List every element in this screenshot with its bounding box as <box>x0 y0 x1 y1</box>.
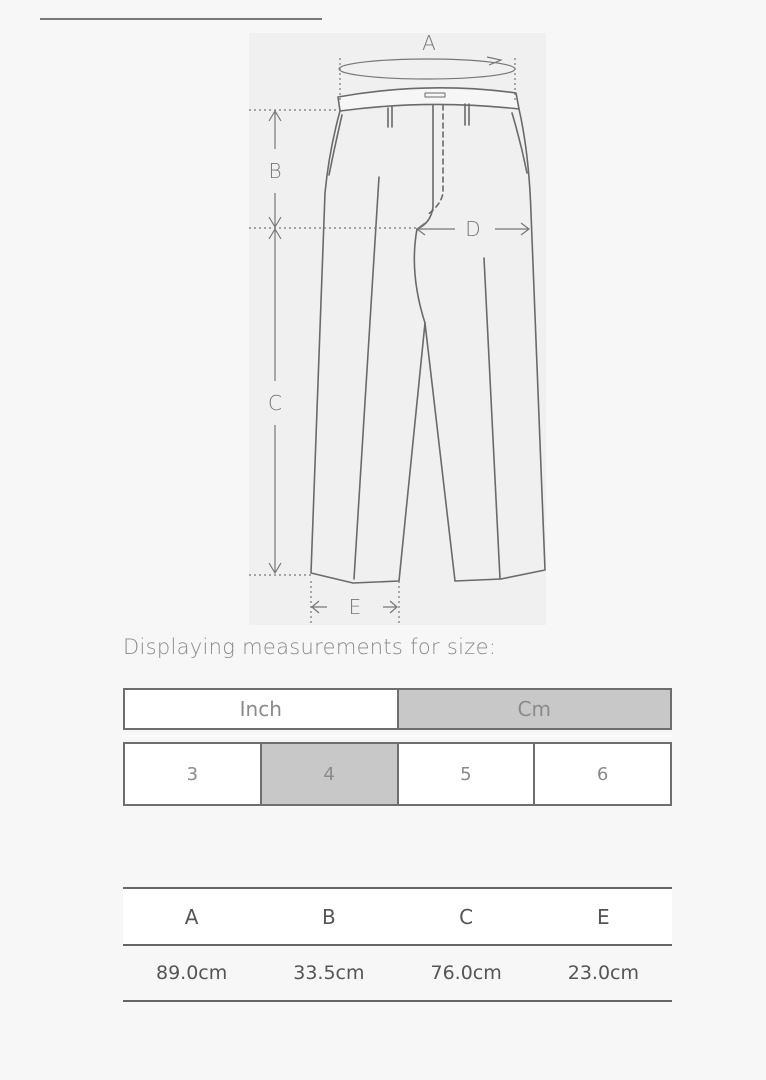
label-c: C <box>268 391 282 415</box>
unit-cm-button[interactable]: Cm <box>397 690 671 728</box>
table-header-row <box>123 888 672 945</box>
measurements-table <box>123 887 672 1002</box>
value-e: 23.0cm <box>535 945 672 1001</box>
size-3-button[interactable]: 3 <box>186 763 199 785</box>
label-e: E <box>348 595 362 619</box>
size-5-button[interactable]: 5 <box>397 744 534 804</box>
header-b: B <box>260 888 397 945</box>
size-selector <box>123 742 672 806</box>
value-b: 33.5cm <box>260 945 397 1001</box>
header-c: C <box>398 888 535 945</box>
value-c: 76.0cm <box>398 945 535 1001</box>
size-prompt: Displaying measurements for size: <box>123 635 497 659</box>
label-b: B <box>268 159 282 183</box>
header-e: E <box>535 888 672 945</box>
unit-toggle <box>123 688 672 730</box>
label-d: D <box>465 217 481 241</box>
unit-inch-button[interactable]: Inch <box>239 697 282 721</box>
value-a: 89.0cm <box>123 945 260 1001</box>
trouser-illustration <box>249 33 546 625</box>
table-row <box>123 945 672 1001</box>
size-6-button[interactable]: 6 <box>533 744 670 804</box>
top-divider <box>40 18 322 20</box>
size-4-button[interactable]: 4 <box>260 744 397 804</box>
header-a: A <box>123 888 260 945</box>
trouser-measurement-diagram <box>249 33 546 625</box>
label-a: A <box>422 31 436 55</box>
